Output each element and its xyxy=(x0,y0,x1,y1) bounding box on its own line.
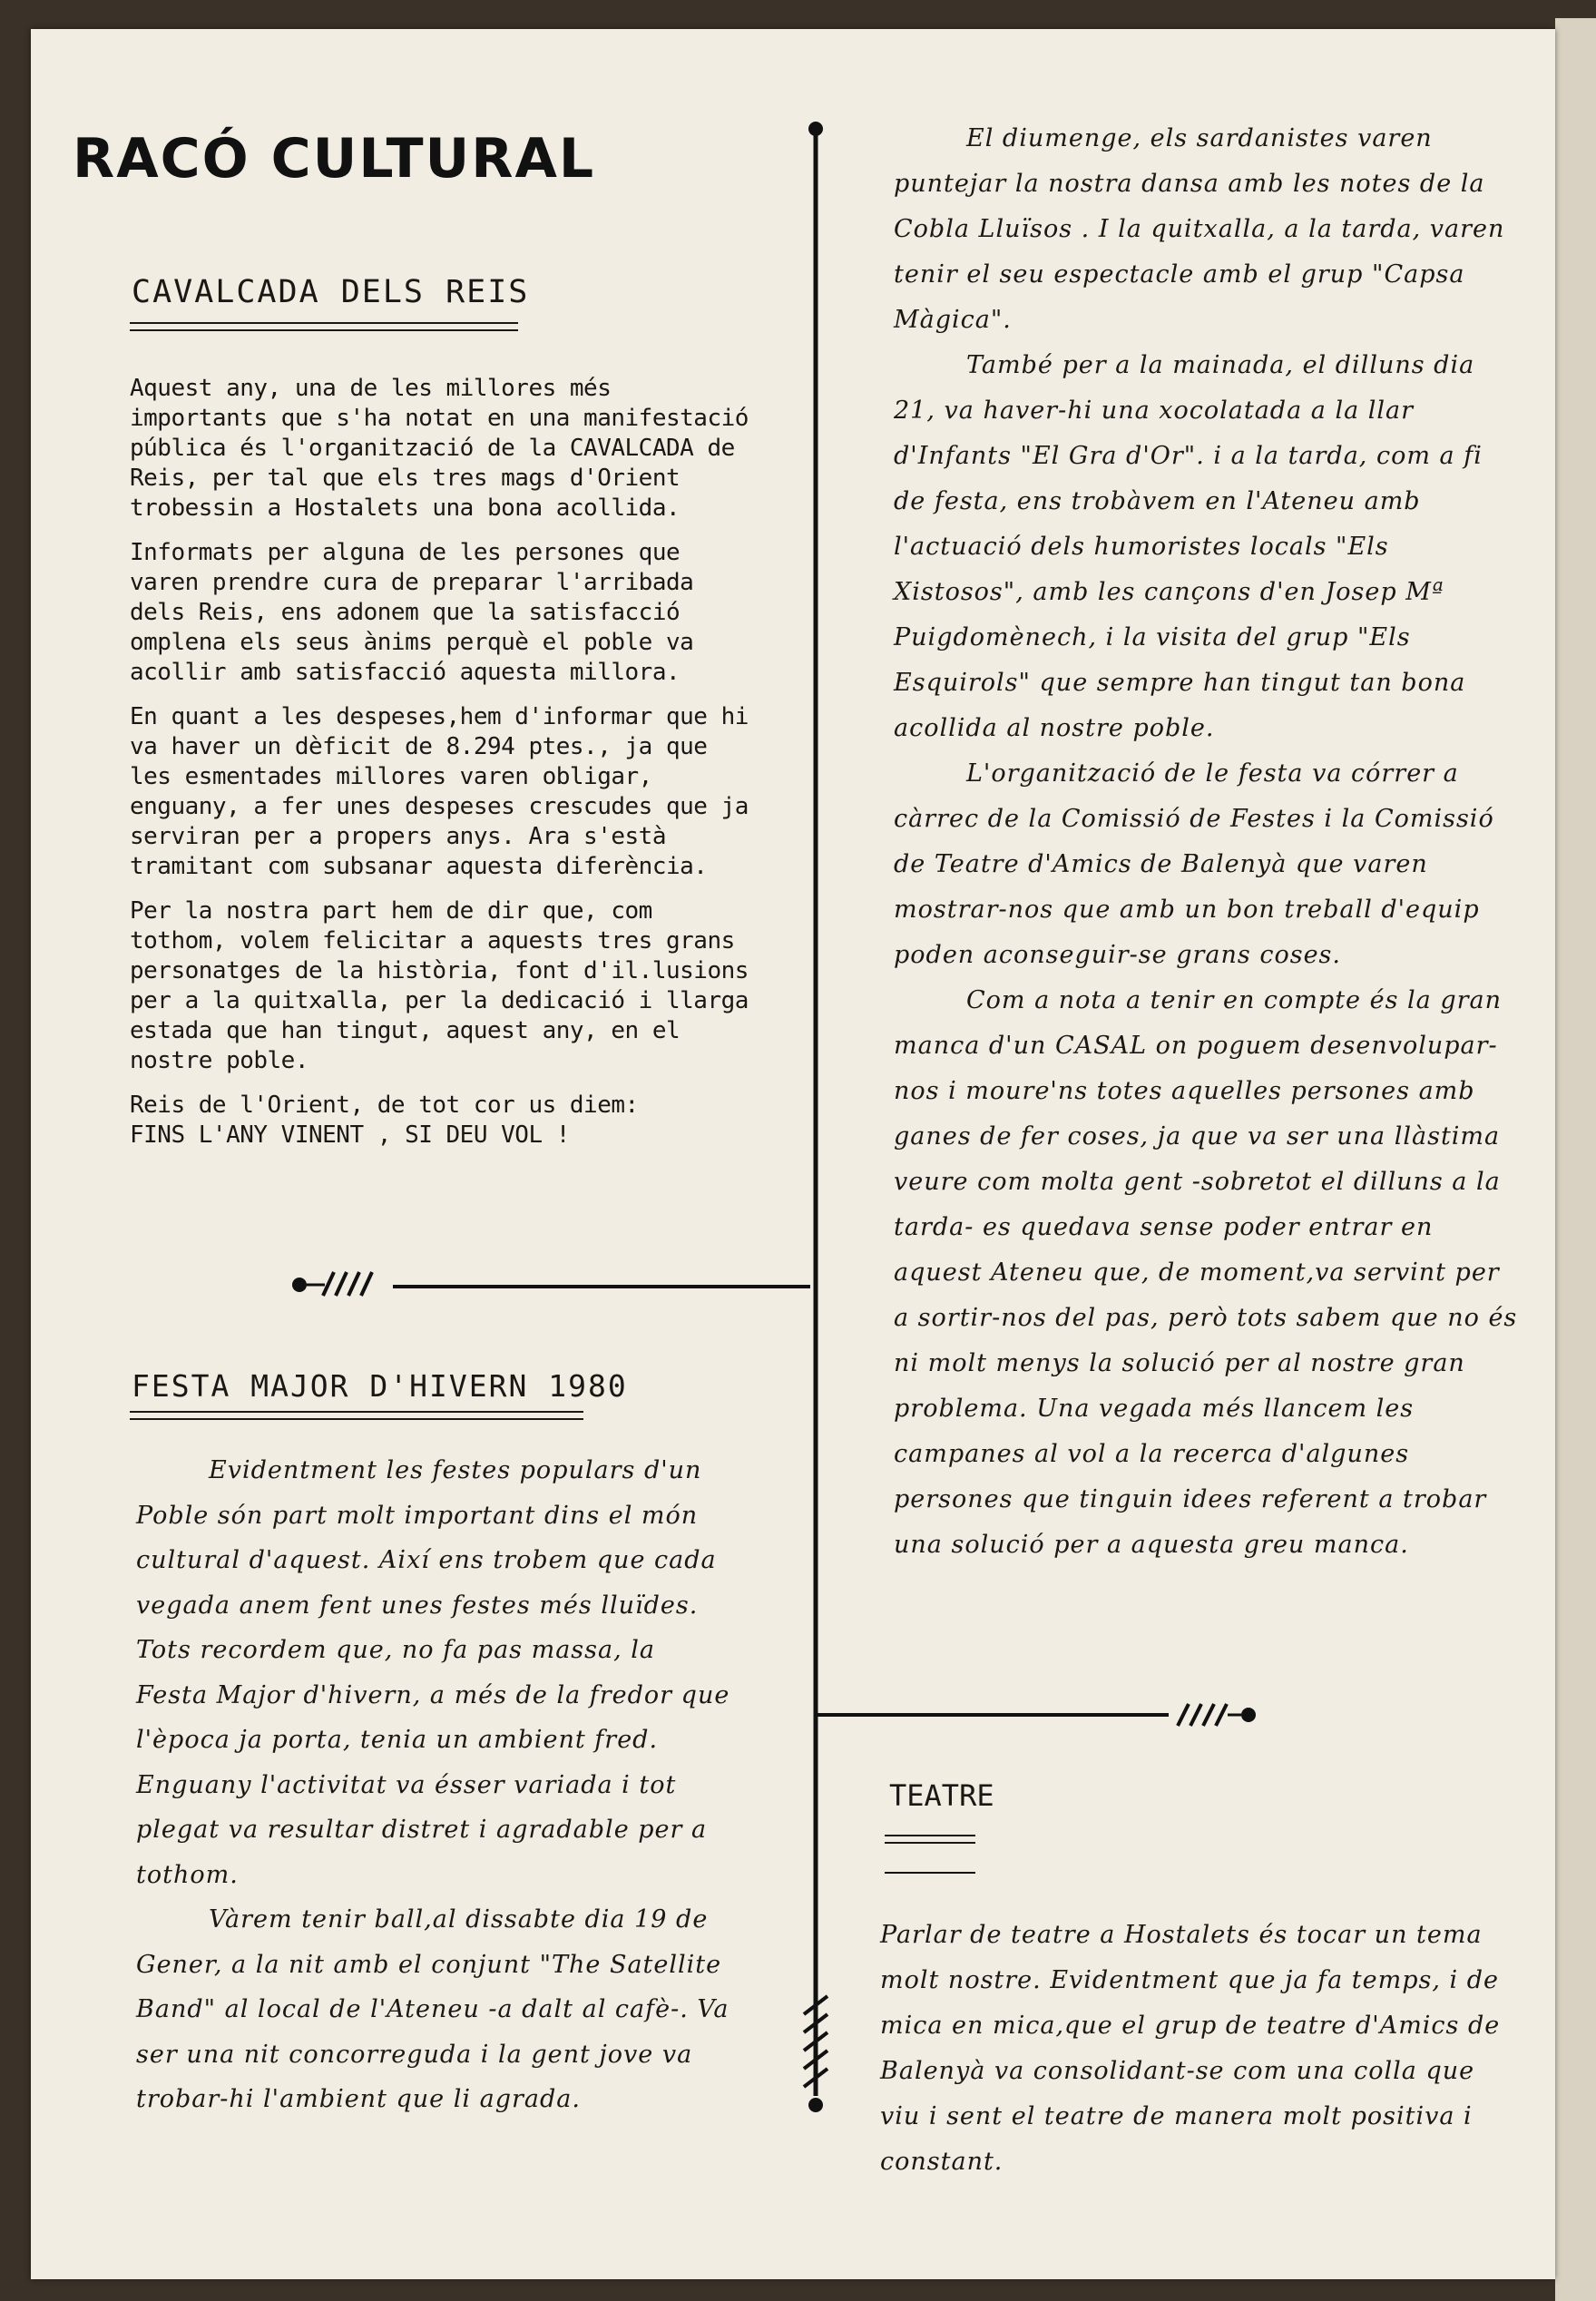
column-rule xyxy=(802,118,829,2132)
paragraph: Parlar de teatre a Hostalets és tocar un tema molt nostre. Evidentment que ja fa temps, i de mica en mica,que el grup de teatre d'Amics de Balenyà va consolidant-se com una colla que viu i sent el teatre de manera molt positiva i constant. xyxy=(880,1921,1501,2176)
section-body-festa-major xyxy=(136,1448,735,2122)
paragraph: També per a la mainada, el dilluns dia 21, va haver-hi una xocolatada a la llar d'Infants "El Gra d'Or". i a la tarda, com a fi de festa, ens trobàvem en l'Ateneu amb l'actuació dels humoristes locals "Els Xistosos", amb les cançons d'en Josep Mª Puigdomènech, i la visita del grup "Els Esquirols" que sempre han tingut tan bona acollida al nostre poble. xyxy=(894,351,1483,742)
paragraph: El diumenge, els sardanistes varen puntejar la nostra dansa amb les notes de la Cobla Lluïsos . I la quitxalla, a la tarda, varen tenir el seu espectacle amb el grup "Capsa Màgica". xyxy=(894,124,1505,334)
paragraph: Vàrem tenir ball,al dissabte dia 19 de Gener, a la nit amb el conjunt "The Satellite Band" al local de l'Ateneu -a dalt al cafè-. Va ser una nit concorreguda i la gent jove va trobar-hi l'ambient que li agrada. xyxy=(136,1905,729,2113)
paragraph: Evidentment les festes populars d'un Poble són part molt important dins el món cultural d'aquest. Així ens trobem que cada vegada anem fent unes festes més lluïdes. Tots recordem que, no fa pas massa, la Festa Major d'hivern, a més de la fredor que l'època ja porta, tenia un ambient fred. Enguany l'activitat va ésser variada i tot plegat va resultar distret i agradable per a tothom. xyxy=(136,1456,730,1889)
section-divider xyxy=(289,1261,815,1307)
paragraph: Informats per alguna de les persones que varen prendre cura de preparar l'arribada dels Reis, ens adonem que la satisfacció omplena els seus ànims perquè el poble va acollir amb satisfacció aquesta millora. xyxy=(130,539,694,686)
section-body-cavalcada xyxy=(130,374,756,1165)
section-title-teatre: TEATRE xyxy=(889,1778,994,1813)
section-title-festa-major: FESTA MAJOR D'HIVERN 1980 xyxy=(132,1368,628,1404)
section-divider xyxy=(815,1697,1287,1733)
title-underline xyxy=(130,1411,583,1420)
paragraph: L'organització de le festa va córrer a càrrec de la Comissió de Festes i la Comissió de Teatre d'Amics de Balenyà que varen mostrar-nos que amb un bon treball d'equip poden aconseguir-se grans coses. xyxy=(894,759,1494,969)
paragraph: Aquest any, una de les millores més importants que s'ha notat en una manifestació pública és l'organització de la CAVALCADA de Reis, per tal que els tres mags d'Orient trobessin a Hostalets una bona acollida. xyxy=(130,375,749,522)
paragraph: Reis de l'Orient, de tot cor us diem: xyxy=(130,1092,639,1119)
title-underline xyxy=(885,1835,975,1844)
section-body-teatre xyxy=(880,1913,1515,2185)
next-page-edge xyxy=(1555,18,1596,2301)
paragraph: En quant a les despeses,hem d'informar que hi va haver un dèficit de 8.294 ptes., ja que les esmentades millores varen obligar, enguany, a fer unes despeses crescudes que ja serviran per a propers anys. Ara s'està tramitant com subsanar aquesta diferència. xyxy=(130,703,749,880)
paragraph: Com a nota a tenir en compte és la gran manca d'un CASAL on poguem desenvolupar-nos i moure'ns totes aquelles persones amb ganes de fer coses, ja que va ser una llàstima veure com molta gent -sobretot el dilluns a la tarda- es quedava sense poder entrar en aquest Ateneu que, de moment,va servint per a sortir-nos del pas, però tots sabem que no és ni molt menys la solució per al nostre gran problema. Una vegada més llancem les campanes al vol a la recerca d'algunes persones que tinguin idees referent a trobar una solució per a aquesta greu manca. xyxy=(894,986,1518,1559)
title-underline xyxy=(130,322,518,331)
title-underline xyxy=(885,1872,975,1874)
closing-line: FINS L'ANY VINENT , SI DEU VOL ! xyxy=(130,1121,570,1149)
right-column-body xyxy=(894,116,1520,1568)
page-title: RACÓ CULTURAL xyxy=(73,127,596,191)
paragraph: Per la nostra part hem de dir que, com tothom, volem felicitar a aquests tres grans personatges de la història, font d'il.lusions per a la quitxalla, per la dedicació i llarga estada que han tingut, aquest any, en el nostre poble. xyxy=(130,897,749,1074)
section-title-cavalcada: CAVALCADA DELS REIS xyxy=(132,274,530,310)
